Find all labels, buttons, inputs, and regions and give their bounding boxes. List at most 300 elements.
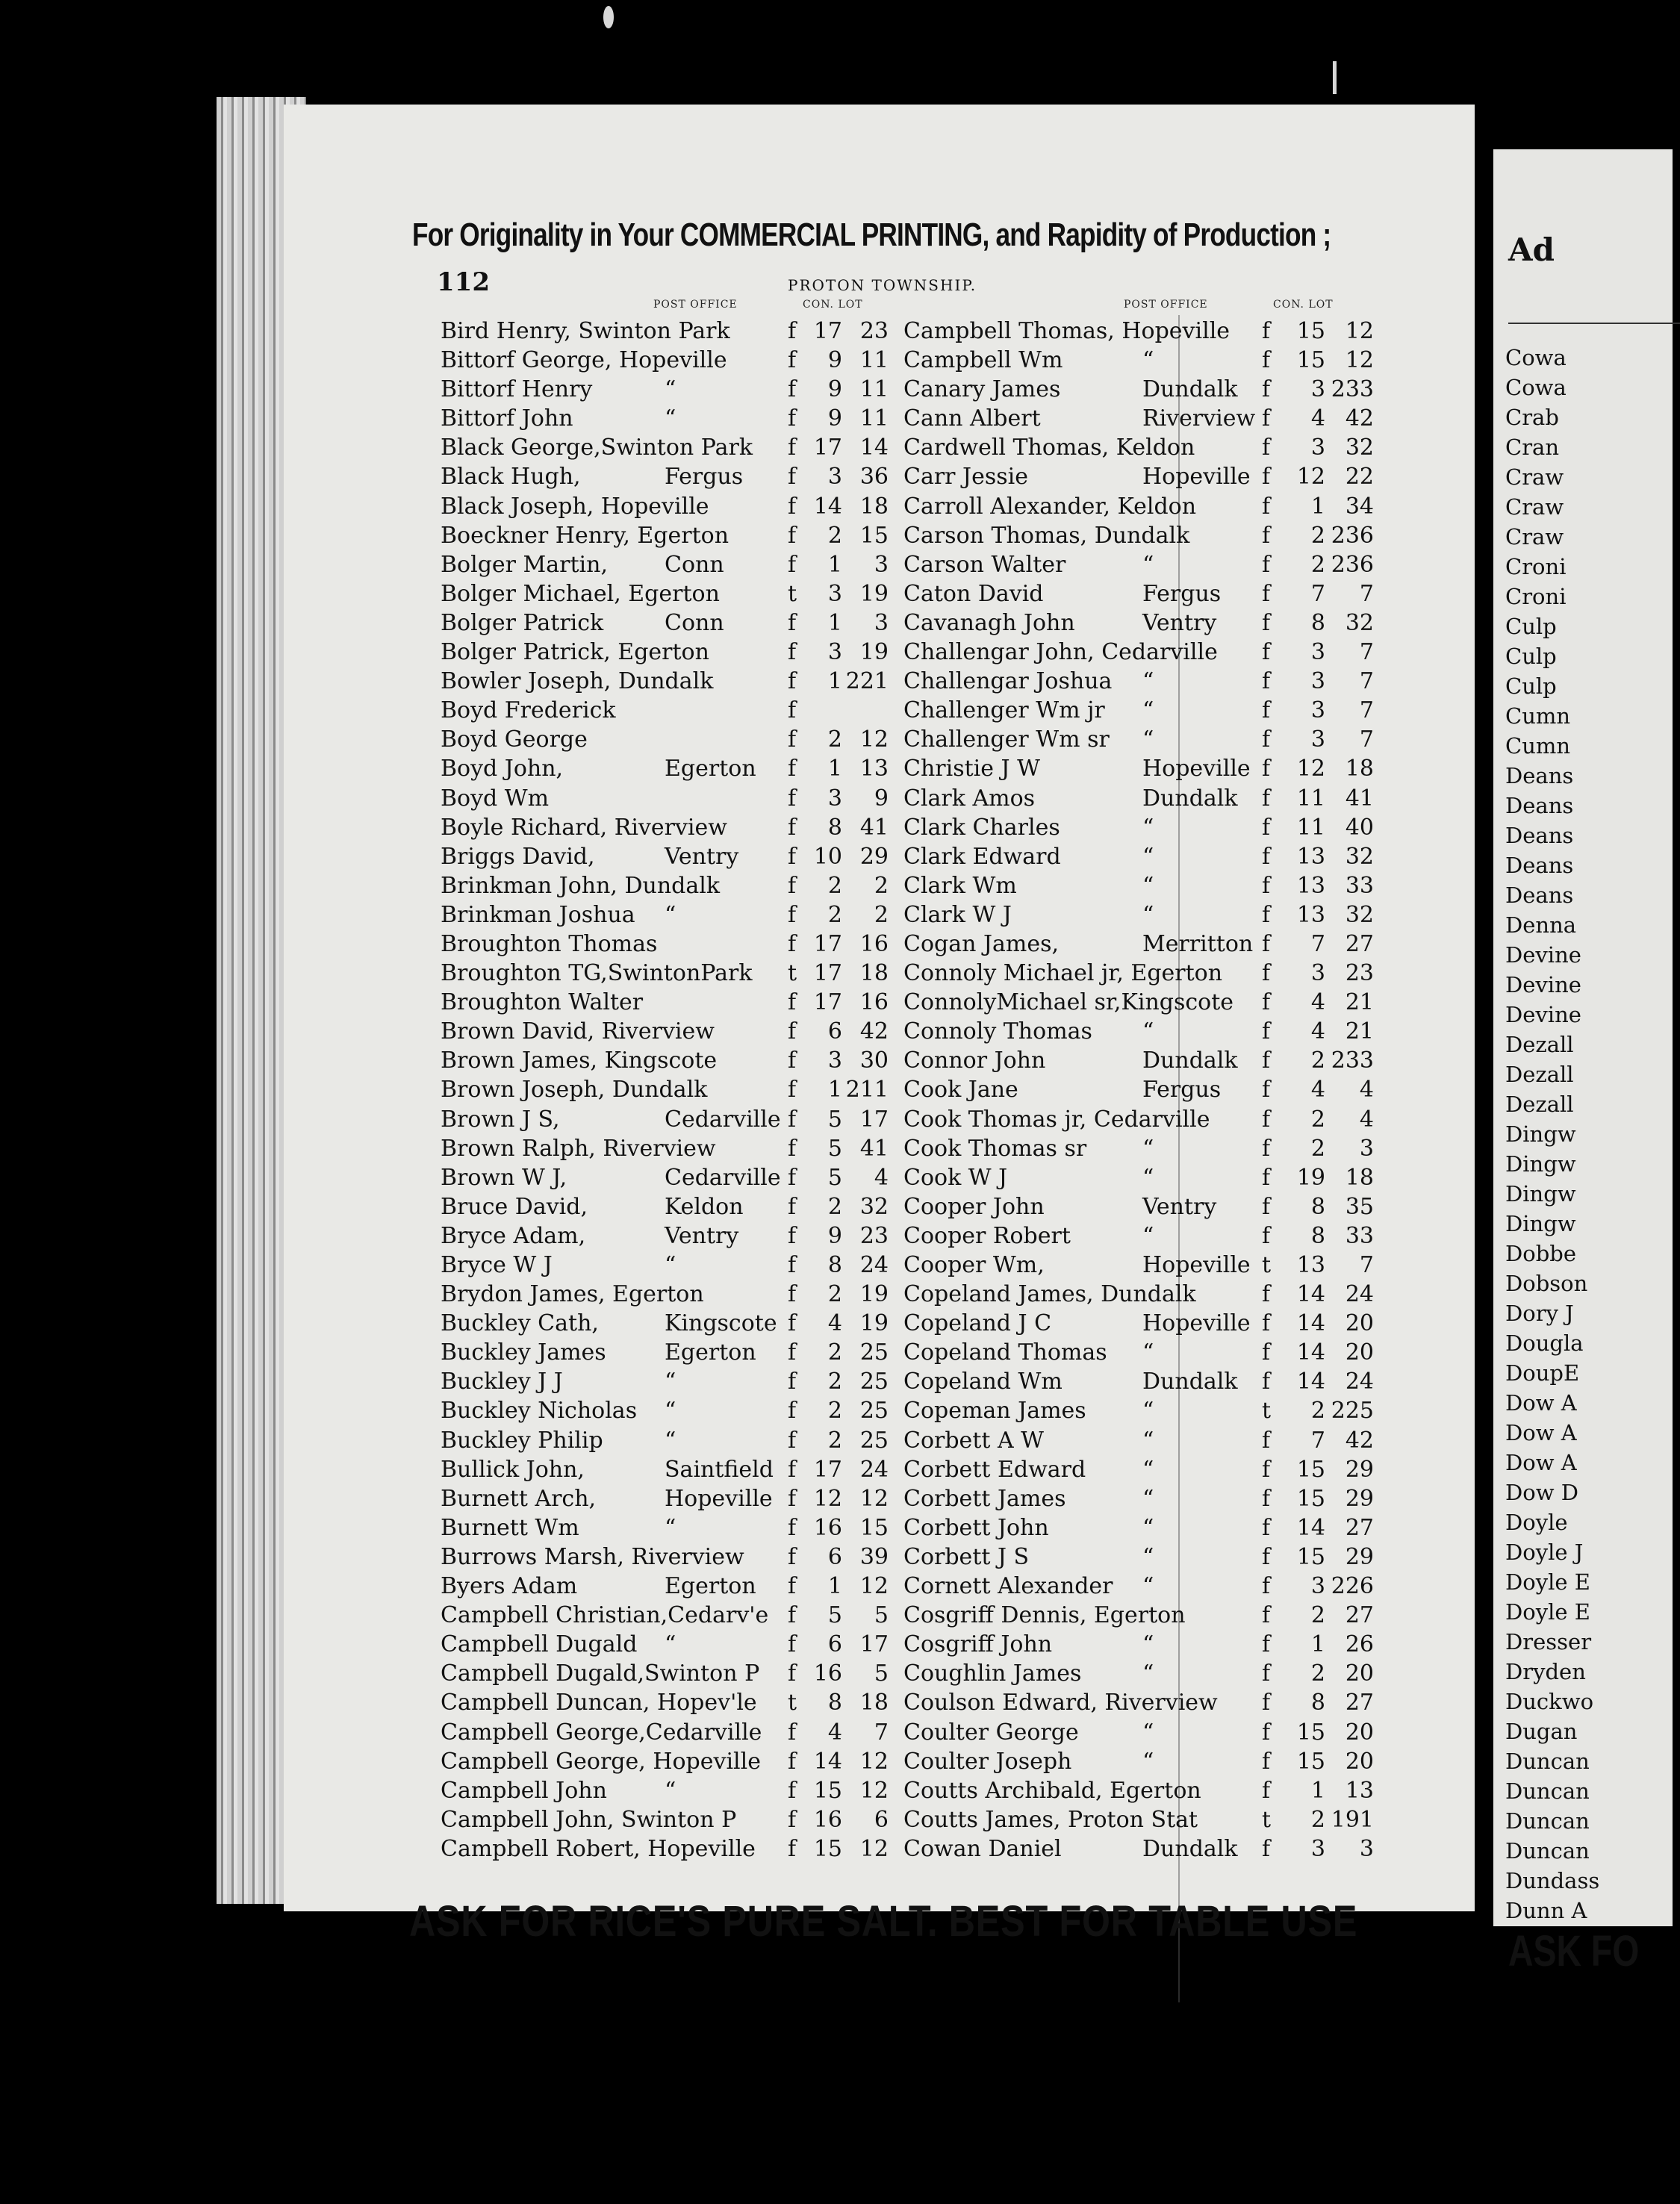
entry-concession: 4 <box>1310 989 1325 1016</box>
entry-name: Bolger Patrick <box>441 609 604 636</box>
entry-post-office: Egerton <box>665 756 756 782</box>
entry-lot: 32 <box>1345 435 1374 461</box>
entry-concession: 17 <box>813 930 842 957</box>
entry-name: Coulter Joseph <box>903 1748 1072 1775</box>
entry-name: Boyle Richard, Riverview <box>441 814 727 841</box>
entry-tenure: f <box>1262 1310 1271 1337</box>
facing-entry: Craw <box>1505 524 1564 550</box>
entry-tenure: f <box>788 1485 797 1512</box>
entry-name: Cornett Alexander <box>903 1573 1113 1600</box>
entry-name: Cooper Wm, <box>903 1252 1045 1278</box>
entry-tenure: f <box>1262 872 1271 899</box>
entry-tenure: f <box>788 1514 797 1541</box>
entry-concession: 15 <box>1296 1485 1325 1512</box>
entry-tenure: f <box>788 551 797 578</box>
entry-name: Brown W J, <box>441 1164 567 1191</box>
entry-concession: 2 <box>827 901 842 928</box>
entry-tenure: f <box>788 843 797 870</box>
entry-lot: 27 <box>1345 1602 1374 1629</box>
entry-concession: 2 <box>827 726 842 753</box>
entry-tenure: f <box>788 1018 797 1045</box>
entry-name: Corbett John <box>903 1514 1049 1541</box>
entry-lot: 18 <box>1345 1164 1374 1191</box>
entry-concession: 1 <box>827 609 842 636</box>
entry-name: ConnolyMichael sr,Kingscote <box>903 989 1234 1016</box>
entry-tenure: f <box>788 522 797 549</box>
entry-lot: 24 <box>1345 1369 1374 1395</box>
entry-lot: 12 <box>859 1777 889 1804</box>
entry-tenure: f <box>788 1719 797 1746</box>
entry-lot: 25 <box>859 1398 889 1425</box>
entry-concession: 1 <box>827 1573 842 1600</box>
facing-entry: Dory J <box>1505 1301 1574 1326</box>
entry-lot: 7 <box>1359 639 1374 666</box>
entry-tenure: f <box>1262 1514 1271 1541</box>
entry-concession: 2 <box>1310 1047 1325 1074</box>
entry-lot: 42 <box>859 1018 889 1045</box>
entry-concession: 1 <box>827 551 842 578</box>
entry-concession: 15 <box>1296 1456 1325 1483</box>
facing-entry: Doyle J <box>1505 1540 1584 1565</box>
facing-entry: Dingw <box>1505 1181 1576 1207</box>
entry-tenure: f <box>1262 493 1271 520</box>
entry-name: Connoly Thomas <box>903 1018 1092 1045</box>
entry-concession: 3 <box>1310 1573 1325 1600</box>
entry-concession: 7 <box>1310 1427 1325 1454</box>
entry-lot: 7 <box>1359 697 1374 724</box>
entry-tenure: f <box>1262 1573 1271 1600</box>
entry-lot: 29 <box>859 843 889 870</box>
entry-name: Burnett Wm <box>441 1514 579 1541</box>
entry-lot: 3 <box>1359 1135 1374 1162</box>
facing-entry: Duncan <box>1505 1749 1590 1774</box>
entry-post-office: “ <box>1142 1398 1154 1425</box>
entry-lot: 236 <box>1331 551 1374 578</box>
entry-name: Buckley Philip <box>441 1427 603 1454</box>
directory-entry <box>903 1278 1471 1307</box>
entry-name: Brown James, Kingscote <box>441 1047 718 1074</box>
entry-concession: 11 <box>1296 785 1325 812</box>
directory-entry <box>903 870 1471 899</box>
entry-lot: 4 <box>1359 1106 1374 1133</box>
entry-tenure: f <box>1262 551 1271 578</box>
entry-post-office: Ventry <box>1142 1193 1217 1220</box>
entry-name: Christie J W <box>903 756 1040 782</box>
entry-concession: 5 <box>827 1106 842 1133</box>
entry-tenure: f <box>1262 1660 1271 1687</box>
entry-tenure: f <box>788 1252 797 1278</box>
entry-tenure: f <box>788 347 797 374</box>
entry-name: Brown Joseph, Dundalk <box>441 1077 708 1103</box>
entry-post-office: Merritton <box>1142 930 1254 957</box>
entries-right-column <box>903 315 1471 1862</box>
directory-entry <box>903 1541 1471 1570</box>
page-number: 112 <box>437 267 490 297</box>
entry-concession: 3 <box>1310 376 1325 403</box>
entry-name: Black Hugh, <box>441 464 581 491</box>
directory-entry <box>903 1220 1471 1249</box>
entry-tenure: f <box>1262 1369 1271 1395</box>
entry-post-office: “ <box>1142 1748 1154 1775</box>
entry-post-office: Saintfield <box>665 1456 774 1483</box>
entry-name: Brown Ralph, Riverview <box>441 1135 716 1162</box>
entry-concession: 14 <box>1296 1281 1325 1308</box>
entry-lot: 29 <box>1345 1485 1374 1512</box>
entry-lot: 22 <box>1345 464 1374 491</box>
entry-tenure: f <box>1262 814 1271 841</box>
directory-entry <box>903 1045 1471 1074</box>
entry-name: Corbett Edward <box>903 1456 1086 1483</box>
entry-post-office: “ <box>665 901 676 928</box>
entry-lot: 7 <box>1359 726 1374 753</box>
entry-concession: 8 <box>1310 1193 1325 1220</box>
entry-post-office: Hopeville <box>665 1485 773 1512</box>
entry-name: Bittorf George, Hopeville <box>441 347 727 374</box>
entry-lot: 32 <box>859 1193 889 1220</box>
entry-tenure: f <box>788 726 797 753</box>
directory-entry <box>903 928 1471 957</box>
entry-concession: 3 <box>1310 726 1325 753</box>
entry-tenure: f <box>1262 522 1271 549</box>
entry-concession: 15 <box>1296 318 1325 344</box>
directory-entry <box>903 1512 1471 1541</box>
entry-concession: 8 <box>1310 1222 1325 1249</box>
entry-tenure: f <box>788 1835 797 1862</box>
entry-concession: 17 <box>813 1456 842 1483</box>
entry-concession: 2 <box>827 1281 842 1308</box>
entry-tenure: f <box>1262 1222 1271 1249</box>
entry-post-office: Ventry <box>665 1222 739 1249</box>
entry-tenure: f <box>788 609 797 636</box>
entry-post-office: Cedarville <box>665 1106 781 1133</box>
entry-concession: 3 <box>827 639 842 666</box>
entry-lot: 27 <box>1345 1690 1374 1716</box>
entry-name: Campbell Wm <box>903 347 1063 374</box>
entry-name: Campbell Christian,Cedarv'e <box>441 1602 769 1629</box>
entry-name: Bruce David, <box>441 1193 588 1220</box>
entry-lot: 30 <box>859 1047 889 1074</box>
entry-concession: 2 <box>827 872 842 899</box>
entry-lot: 34 <box>1345 493 1374 520</box>
directory-entry <box>903 1103 1471 1133</box>
page-header <box>437 267 1467 297</box>
facing-page-footer: ASK FO <box>1508 1927 1640 1976</box>
entry-tenure: f <box>788 1543 797 1570</box>
entry-concession: 2 <box>1310 1398 1325 1425</box>
entry-concession: 4 <box>1310 1018 1325 1045</box>
entry-name: Brinkman Joshua <box>441 901 635 928</box>
entry-lot: 18 <box>859 493 889 520</box>
entry-lot: 3 <box>1359 1835 1374 1862</box>
facing-entry: Duckwo <box>1505 1689 1594 1714</box>
entry-tenure: t <box>1262 1398 1272 1425</box>
entry-tenure: f <box>1262 785 1271 812</box>
entry-concession: 10 <box>813 843 842 870</box>
facing-entry: Croni <box>1505 584 1567 609</box>
facing-entry: Devine <box>1505 942 1581 968</box>
facing-entry: Doyle E <box>1505 1569 1590 1595</box>
entry-concession: 14 <box>1296 1339 1325 1366</box>
entry-tenure: f <box>788 493 797 520</box>
entry-concession: 8 <box>827 814 842 841</box>
entry-name: Cook Jane <box>903 1077 1018 1103</box>
facing-entry: Dryden <box>1505 1659 1586 1684</box>
facing-entry: Dezall <box>1505 1032 1574 1057</box>
entry-post-office: “ <box>1142 1543 1154 1570</box>
entry-post-office: “ <box>1142 814 1154 841</box>
entry-concession: 14 <box>1296 1369 1325 1395</box>
facing-entry: Duncan <box>1505 1778 1590 1804</box>
entry-lot: 17 <box>859 1631 889 1658</box>
entry-lot: 27 <box>1345 930 1374 957</box>
facing-entry: Cran <box>1505 435 1560 460</box>
entry-lot: 23 <box>859 1222 889 1249</box>
post-office-header-left: POST OFFICE <box>653 299 738 311</box>
directory-entry <box>903 957 1471 986</box>
entry-lot: 19 <box>859 1310 889 1337</box>
entry-tenure: f <box>1262 609 1271 636</box>
entry-concession: 2 <box>827 1427 842 1454</box>
entry-concession: 1 <box>827 668 842 695</box>
entry-post-office: “ <box>1142 872 1154 899</box>
con-lot-header-right: CON. LOT <box>1273 299 1334 311</box>
entry-tenure: f <box>788 814 797 841</box>
entry-name: Connor John <box>903 1047 1046 1074</box>
entry-tenure: f <box>788 1748 797 1775</box>
facing-entry: Doyle E <box>1505 1599 1590 1625</box>
entry-post-office: “ <box>665 376 676 403</box>
entry-name: Bowler Joseph, Dundalk <box>441 668 714 695</box>
entry-tenure: f <box>1262 1719 1271 1746</box>
entry-concession: 17 <box>813 318 842 344</box>
entry-tenure: f <box>788 872 797 899</box>
entry-concession: 13 <box>1296 1252 1325 1278</box>
entry-tenure: f <box>1262 726 1271 753</box>
entry-tenure: f <box>788 1631 797 1658</box>
entry-name: Campbell George, Hopeville <box>441 1748 761 1775</box>
entry-name: Campbell Robert, Hopeville <box>441 1835 756 1862</box>
facing-entry: Dobbe <box>1505 1241 1577 1266</box>
entry-tenure: f <box>1262 989 1271 1016</box>
entry-tenure: f <box>1262 347 1271 374</box>
entry-post-office: Hopeville <box>1142 1310 1251 1337</box>
entry-name: Boyd Frederick <box>441 697 616 724</box>
entry-concession: 1 <box>1310 1631 1325 1658</box>
entry-name: Clark W J <box>903 901 1012 928</box>
entry-lot: 19 <box>859 1281 889 1308</box>
entry-lot: 5 <box>874 1660 889 1687</box>
entry-name: Broughton TG,SwintonPark <box>441 960 753 987</box>
entry-tenure: f <box>788 1602 797 1629</box>
facing-page <box>1493 149 1673 1976</box>
entry-name: Briggs David, <box>441 843 595 870</box>
entry-tenure: f <box>788 405 797 432</box>
entry-concession: 1 <box>827 756 842 782</box>
entry-name: Clark Wm <box>903 872 1017 899</box>
entry-concession: 11 <box>1296 814 1325 841</box>
entry-post-office: Dundalk <box>1142 1369 1238 1395</box>
facing-entry: Cumn <box>1505 733 1571 759</box>
entry-lot: 12 <box>859 1835 889 1862</box>
entry-tenure: f <box>788 1310 797 1337</box>
entry-tenure: f <box>1262 1748 1271 1775</box>
directory-entry <box>903 841 1471 870</box>
entry-name: Bullick John, <box>441 1456 585 1483</box>
directory-entry <box>903 1483 1471 1512</box>
entry-name: Cosgriff Dennis, Egerton <box>903 1602 1186 1629</box>
entry-tenure: f <box>788 1806 797 1833</box>
entry-post-office: “ <box>1142 1018 1154 1045</box>
entry-name: Boyd Wm <box>441 785 550 812</box>
entry-lot: 24 <box>859 1456 889 1483</box>
entry-post-office: “ <box>665 1777 676 1804</box>
entry-concession: 12 <box>813 1485 842 1512</box>
entry-name: Coulter George <box>903 1719 1079 1746</box>
facing-entry: Culp <box>1505 673 1557 699</box>
entry-concession: 16 <box>813 1806 842 1833</box>
facing-entry: Culp <box>1505 644 1557 669</box>
entry-tenure: f <box>788 1106 797 1133</box>
entry-name: Copeland J C <box>903 1310 1052 1337</box>
entry-name: Cardwell Thomas, Keldon <box>903 435 1195 461</box>
directory-entry <box>903 723 1471 753</box>
entry-name: Connoly Michael jr, Egerton <box>903 960 1223 987</box>
entry-name: Cowan Daniel <box>903 1835 1062 1862</box>
entry-concession: 7 <box>1310 580 1325 607</box>
entry-concession: 14 <box>1296 1514 1325 1541</box>
entry-name: Clark Charles <box>903 814 1060 841</box>
entry-post-office: “ <box>665 1514 676 1541</box>
entry-tenure: f <box>1262 901 1271 928</box>
entry-post-office: Fergus <box>665 464 744 491</box>
entry-post-office: Hopeville <box>1142 464 1251 491</box>
facing-entry: Croni <box>1505 554 1567 579</box>
facing-entry: Crab <box>1505 405 1559 430</box>
entry-post-office: “ <box>665 1252 676 1278</box>
entry-lot: 24 <box>1345 1281 1374 1308</box>
entry-tenure: t <box>1262 1252 1272 1278</box>
entry-post-office: “ <box>665 1427 676 1454</box>
entry-lot: 4 <box>874 1164 889 1191</box>
entry-name: Cogan James, <box>903 930 1060 957</box>
directory-entry <box>903 315 1471 344</box>
entry-tenure: f <box>1262 930 1271 957</box>
entry-tenure: f <box>1262 318 1271 344</box>
entry-post-office: “ <box>1142 1164 1154 1191</box>
entry-post-office: Dundalk <box>1142 376 1238 403</box>
entry-lot: 236 <box>1331 522 1374 549</box>
entry-post-office: “ <box>665 405 676 432</box>
entry-lot: 11 <box>859 376 889 403</box>
entry-post-office: Kingscote <box>665 1310 777 1337</box>
facing-entry: Dow A <box>1505 1390 1577 1416</box>
entry-lot: 19 <box>859 639 889 666</box>
entry-post-office: “ <box>1142 843 1154 870</box>
entry-concession: 4 <box>827 1310 842 1337</box>
entry-name: Caton David <box>903 580 1044 607</box>
entry-name: Clark Amos <box>903 785 1036 812</box>
entry-name: Buckley Cath, <box>441 1310 599 1337</box>
entry-lot: 3 <box>874 551 889 578</box>
film-mark-line <box>1333 61 1337 94</box>
entry-lot: 233 <box>1331 376 1374 403</box>
facing-entry: Dundass <box>1505 1868 1600 1893</box>
entry-tenure: f <box>1262 1690 1271 1716</box>
entry-lot: 18 <box>859 1690 889 1716</box>
facing-entry: Dow A <box>1505 1420 1577 1445</box>
entry-lot: 2 <box>874 901 889 928</box>
bottom-banner: ASK FOR RICE'S PURE SALT. BEST FOR TABLE USE <box>409 1897 1358 1946</box>
entry-tenure: f <box>788 318 797 344</box>
entry-lot: 21 <box>1345 1018 1374 1045</box>
entry-concession: 3 <box>1310 960 1325 987</box>
entry-tenure: f <box>788 1077 797 1103</box>
entry-concession: 13 <box>1296 872 1325 899</box>
entry-post-office: “ <box>1142 347 1154 374</box>
entry-lot: 23 <box>1345 960 1374 987</box>
entry-lot: 7 <box>1359 668 1374 695</box>
entry-tenure: f <box>788 697 797 724</box>
directory-entry <box>903 1775 1471 1804</box>
directory-entry <box>903 812 1471 841</box>
entry-name: Bird Henry, Swinton Park <box>441 318 730 344</box>
entry-name: Cook Thomas jr, Cedarville <box>903 1106 1210 1133</box>
page-title: PROTON TOWNSHIP. <box>788 276 977 294</box>
entry-lot: 11 <box>859 405 889 432</box>
entry-concession: 15 <box>1296 1748 1325 1775</box>
entry-lot: 12 <box>859 1748 889 1775</box>
entry-name: Bryce W J <box>441 1252 553 1278</box>
entry-name: Copeland Wm <box>903 1369 1063 1395</box>
entry-concession: 3 <box>1310 668 1325 695</box>
entry-post-office: Hopeville <box>1142 756 1251 782</box>
entry-tenure: f <box>788 1573 797 1600</box>
entry-concession: 6 <box>827 1543 842 1570</box>
entry-name: Buckley James <box>441 1339 606 1366</box>
entry-concession: 12 <box>1296 464 1325 491</box>
entry-concession: 1 <box>1310 1777 1325 1804</box>
entry-concession: 2 <box>1310 551 1325 578</box>
entry-name: Bittorf John <box>441 405 573 432</box>
directory-entry <box>903 1191 1471 1220</box>
entry-lot: 15 <box>859 522 889 549</box>
directory-entry <box>903 1074 1471 1103</box>
facing-page-rule <box>1508 323 1680 324</box>
entry-lot: 36 <box>859 464 889 491</box>
entry-concession: 8 <box>827 1690 842 1716</box>
entry-name: Cook Thomas sr <box>903 1135 1087 1162</box>
directory-entry <box>903 520 1471 549</box>
directory-entry <box>903 1133 1471 1162</box>
facing-entry: Craw <box>1505 464 1564 490</box>
entry-name: Cooper Robert <box>903 1222 1071 1249</box>
entry-concession: 4 <box>1310 1077 1325 1103</box>
entry-tenure: f <box>788 435 797 461</box>
directory-entry <box>903 461 1471 490</box>
entry-name: Brown J S, <box>441 1106 560 1133</box>
entry-tenure: t <box>788 1690 797 1716</box>
entry-tenure: f <box>788 1339 797 1366</box>
facing-entry: Denna <box>1505 912 1577 938</box>
directory-entry <box>903 753 1471 782</box>
entry-name: Copeman James <box>903 1398 1086 1425</box>
entry-tenure: f <box>1262 1602 1271 1629</box>
entry-post-office: Fergus <box>1142 1077 1222 1103</box>
entry-lot: 18 <box>1345 756 1374 782</box>
directory-entry <box>903 1687 1471 1716</box>
entry-tenure: f <box>788 1777 797 1804</box>
entry-concession: 15 <box>1296 347 1325 374</box>
